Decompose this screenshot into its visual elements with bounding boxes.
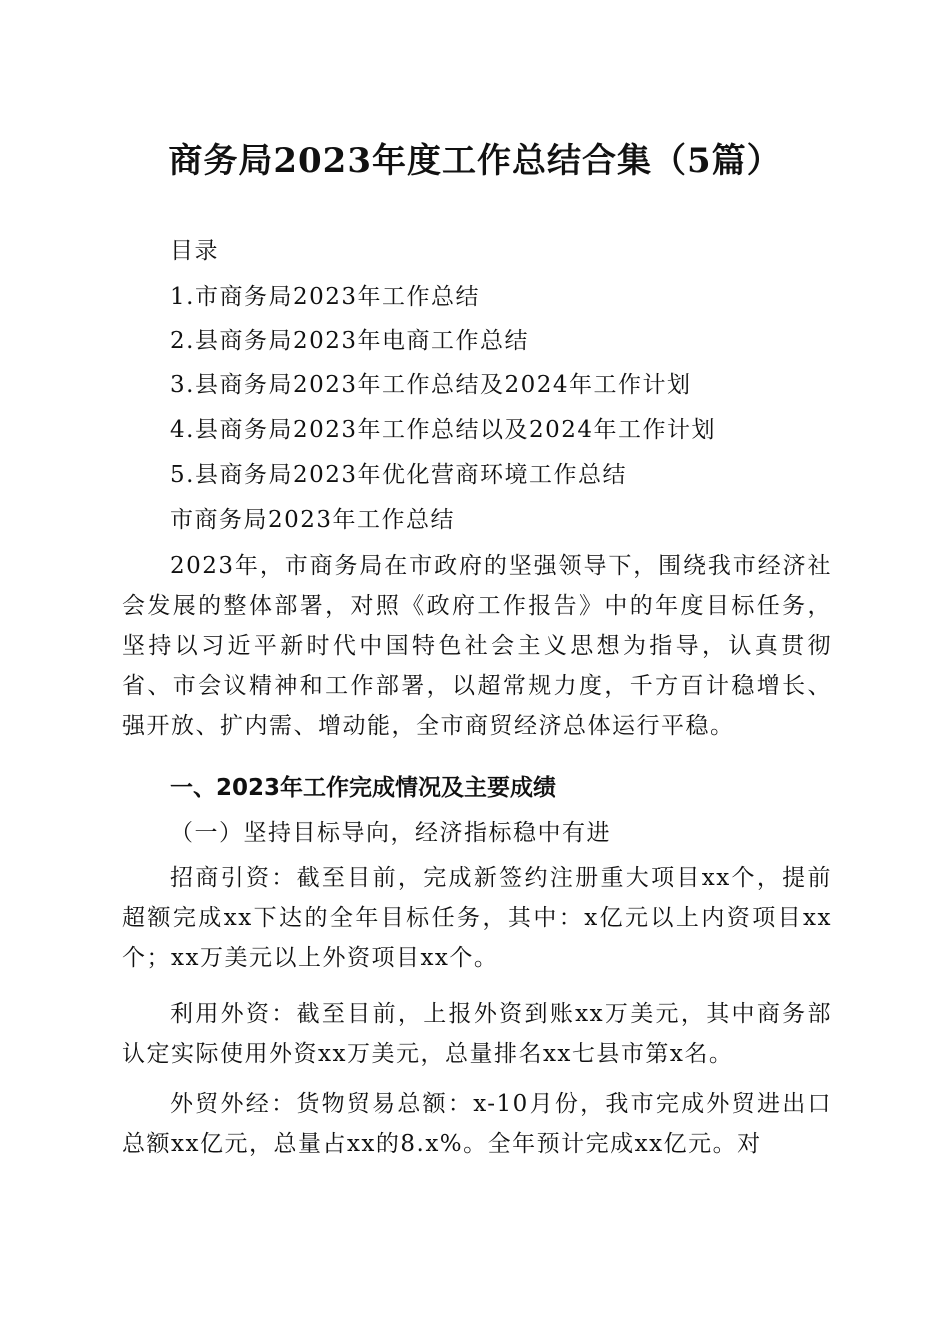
toc-item-1: 1.市商务局2023年工作总结: [170, 284, 480, 310]
toc-label: 目录: [170, 238, 219, 264]
paragraph-foreign-trade: 外贸外经：货物贸易总额：x-10月份，我市完成外贸进出口总额xx亿元，总量占xx的8.x%。全年预计完成xx亿元。对: [122, 1091, 832, 1157]
toc-item-5: 5.县商务局2023年优化营商环境工作总结: [170, 462, 627, 488]
toc-item-4: 4.县商务局2023年工作总结以及2024年工作计划: [170, 417, 717, 443]
section-title: 市商务局2023年工作总结: [170, 507, 456, 533]
paragraph-foreign-capital: 利用外资：截至目前，上报外资到账xx万美元，其中商务部认定实际使用外资xx万美元，总量排名xx七县市第x名。: [122, 1001, 832, 1067]
toc-item-2: 2.县商务局2023年电商工作总结: [170, 328, 529, 354]
subheading-1: （一）坚持目标导向，经济指标稳中有进: [170, 820, 611, 846]
heading-1: 一、2023年工作完成情况及主要成绩: [170, 775, 557, 801]
document-title: 商务局2023年度工作总结合集（5篇）: [168, 141, 782, 181]
intro-paragraph: 2023年，市商务局在市政府的坚强领导下，围绕我市经济社会发展的整体部署，对照《政府工作报告》中的年度目标任务，坚持以习近平新时代中国特色社会主义思想为指导，认真贯彻省、市会议精神和工作部署，以超常规力度，千方百计稳增长、强开放、扩内需、增动能，全市商贸经济总体运行平稳。: [122, 553, 832, 739]
paragraph-investment: 招商引资：截至目前，完成新签约注册重大项目xx个，提前超额完成xx下达的全年目标任务，其中：x亿元以上内资项目xx个；xx万美元以上外资项目xx个。: [122, 865, 832, 971]
toc-item-3: 3.县商务局2023年工作总结及2024年工作计划: [170, 372, 692, 398]
